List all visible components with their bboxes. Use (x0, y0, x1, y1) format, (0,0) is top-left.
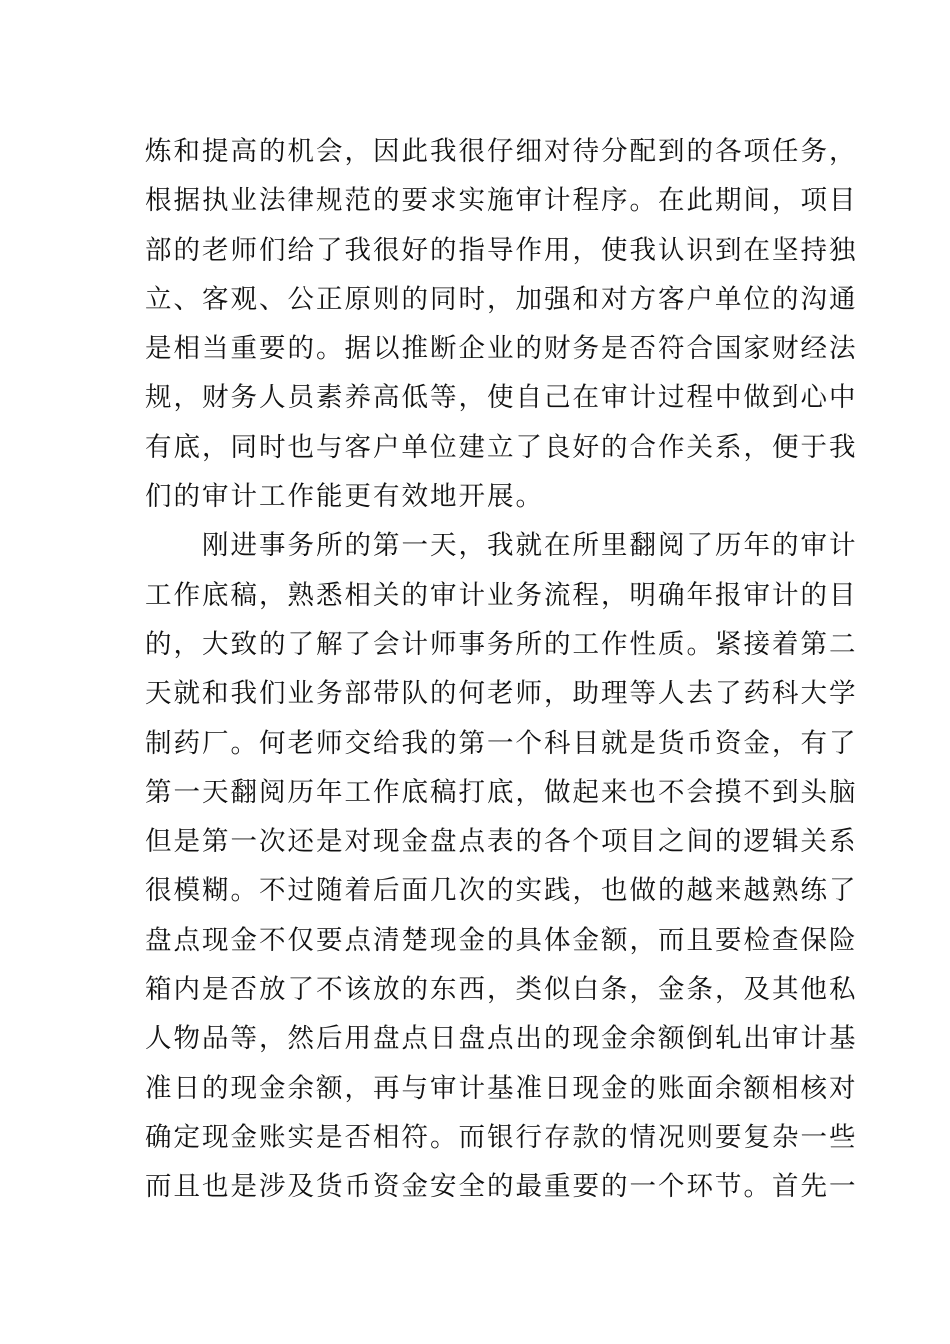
text-line-1: 炼和提高的机会，因此我很仔细对待分配到的各项任务， (145, 136, 858, 167)
text-line-6: 规，财务人员素养高低等，使自己在审计过程中做到心中 (145, 382, 858, 414)
text-line-5: 是相当重要的。据以推断企业的财务是否符合国家财经法 (145, 333, 858, 365)
text-line-4: 立、客观、公正原则的同时，加强和对方客户单位的沟通 (145, 283, 858, 315)
text-line-15: 但是第一次还是对现金盘点表的各个项目之间的逻辑关系 (145, 826, 858, 858)
text-line-20: 准日的现金余额，再与审计基准日现金的账面余额相核对 (145, 1072, 858, 1104)
text-line-13: 制药厂。何老师交给我的第一个科目就是货币资金，有了 (145, 727, 858, 759)
text-line-11: 的，大致的了解了会计师事务所的工作性质。紧接着第二 (145, 628, 858, 660)
text-line-10: 工作底稿，熟悉相关的审计业务流程，明确年报审计的目 (145, 579, 858, 611)
text-line-16: 很模糊。不过随着后面几次的实践，也做的越来越熟练了 (145, 875, 858, 907)
text-line-17: 盘点现金不仅要点清楚现金的具体金额，而且要检查保险 (145, 924, 858, 956)
text-line-3: 部的老师们给了我很好的指导作用，使我认识到在坚持独 (145, 234, 858, 266)
text-line-21: 确定现金账实是否相符。而银行存款的情况则要复杂一些 (145, 1121, 858, 1153)
text-line-22: 而且也是涉及货币资金安全的最重要的一个环节。首先一 (145, 1171, 858, 1203)
text-line-18: 箱内是否放了不该放的东西，类似白条，金条，及其他私 (145, 974, 858, 1006)
text-line-2: 根据执业法律规范的要求实施审计程序。在此期间，项目 (145, 185, 858, 217)
text-line-14: 第一天翻阅历年工作底稿打底，做起来也不会摸不到头脑 (145, 776, 858, 808)
text-line-19: 人物品等，然后用盘点日盘点出的现金余额倒轧出审计基 (145, 1023, 858, 1055)
text-line-8: 们的审计工作能更有效地开展。 (145, 481, 544, 513)
body-text (145, 127, 858, 1212)
text-line-9: 刚进事务所的第一天，我就在所里翻阅了历年的审计 (202, 530, 858, 562)
text-line-12: 天就和我们业务部带队的何老师，助理等人去了药科大学 (145, 678, 858, 710)
text-line-7: 有底，同时也与客户单位建立了良好的合作关系，便于我 (145, 431, 858, 463)
